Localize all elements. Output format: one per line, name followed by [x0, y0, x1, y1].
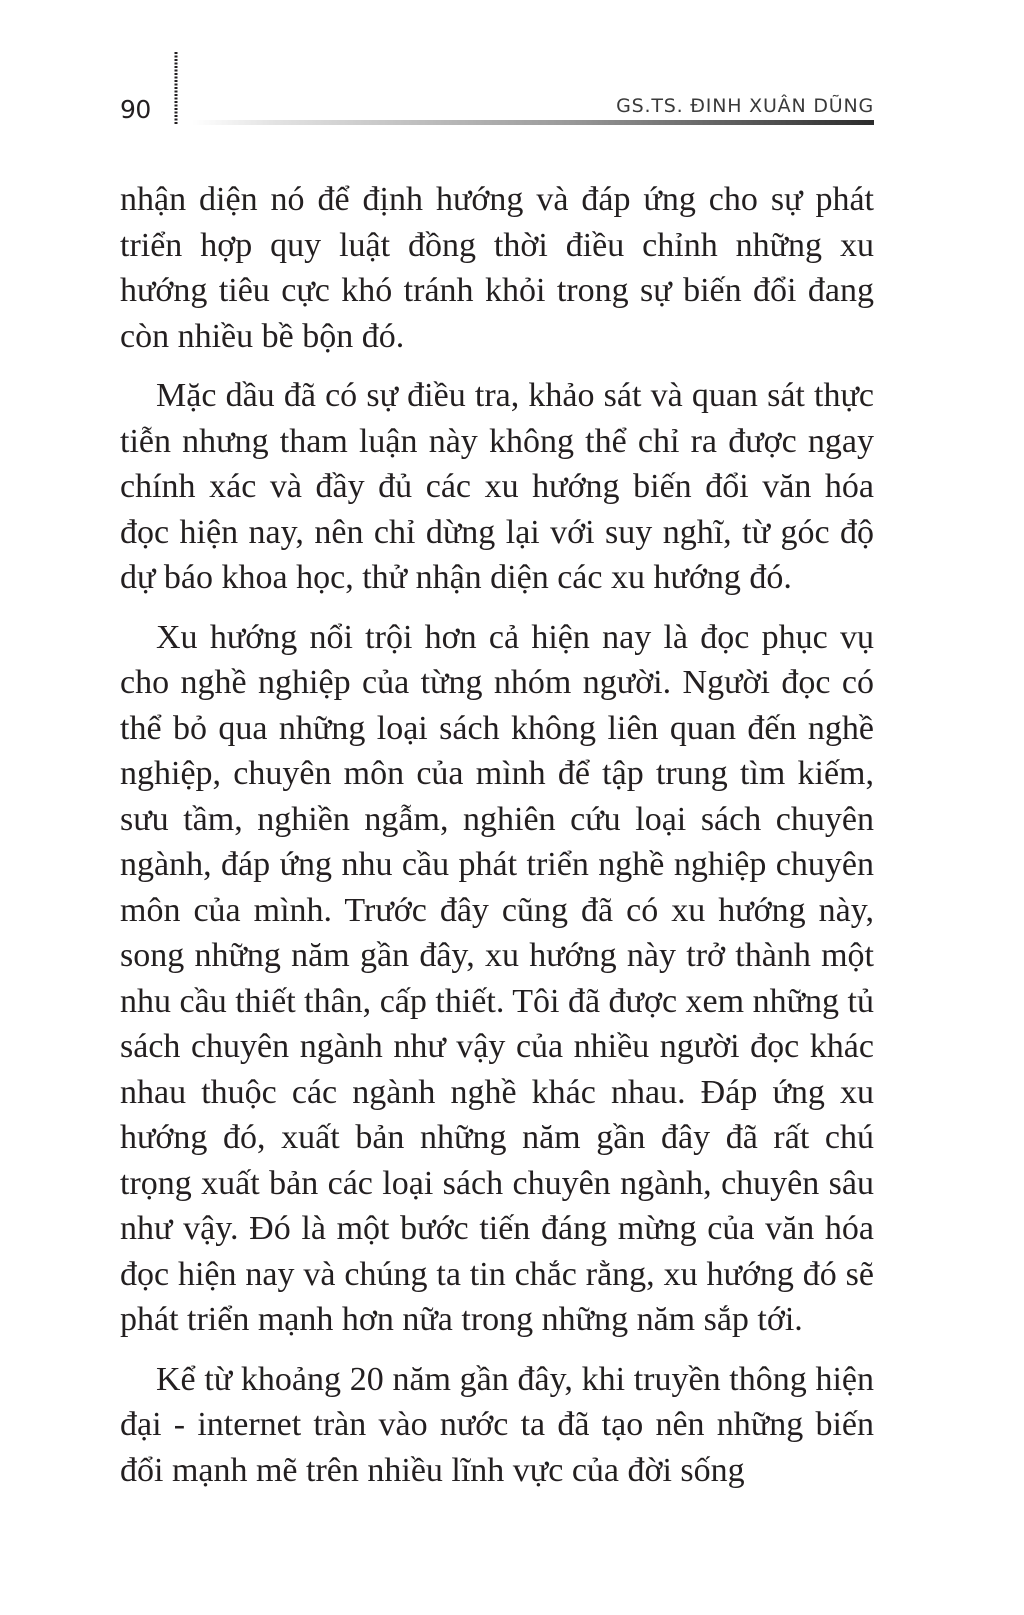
decorative-dotted-divider: [171, 52, 181, 124]
running-header-author: GS.TS. ĐINH XUÂN DŨNG: [616, 95, 874, 117]
header-rule: [192, 120, 874, 125]
paragraph-continued: nhận diện nó để định hướng và đáp ứng cho sự phát triển hợp quy luật đồng thời điều chỉnh những xu hướng tiêu cực khó tránh khỏi trong sự biến đổi đang còn nhiều bề bộn đó.: [120, 181, 874, 355]
body-text: [120, 177, 874, 1507]
paragraph: Kể từ khoảng 20 năm gần đây, khi truyền thông hiện đại - internet tràn vào nước ta đã tạo nên những biến đổi mạnh mẽ trên nhiều lĩnh vực của đời sống: [120, 1360, 874, 1489]
paragraph: Xu hướng nổi trội hơn cả hiện nay là đọc phục vụ cho nghề nghiệp của từng nhóm người. Người đọc có thể bỏ qua những loại sách không liên quan đến nghề nghiệp, chuyên môn của mình để tập trung tìm kiếm, sưu tầm, nghiền ngẫm, nghiên cứu loại sách chuyên ngành, đáp ứng nhu cầu phát triển nghề nghiệp chuyên môn của mình. Trước đây cũng đã có xu hướng này, song những năm gần đây, xu hướng này trở thành một nhu cầu thiết thân, cấp thiết. Tôi đã được xem những tủ sách chuyên ngành như vậy của nhiều người đọc khác nhau thuộc các ngành nghề khác nhau. Đáp ứng xu hướng đó, xuất bản những năm gần đây đã rất chú trọng xuất bản các loại sách chuyên ngành, chuyên sâu như vậy. Đó là một bước tiến đáng mừng của văn hóa đọc hiện nay và chúng ta tin chắc rằng, xu hướng đó sẽ phát triển mạnh hơn nữa trong những năm sắp tới.: [120, 618, 874, 1338]
paragraph: Mặc dầu đã có sự điều tra, khảo sát và quan sát thực tiễn nhưng tham luận này không thể chỉ ra được ngay chính xác và đầy đủ các xu hướng biến đổi văn hóa đọc hiện nay, nên chỉ dừng lại với suy nghĩ, từ góc độ dự báo khoa học, thử nhận diện các xu hướng đó.: [120, 377, 874, 596]
page-number: 90: [120, 95, 151, 124]
